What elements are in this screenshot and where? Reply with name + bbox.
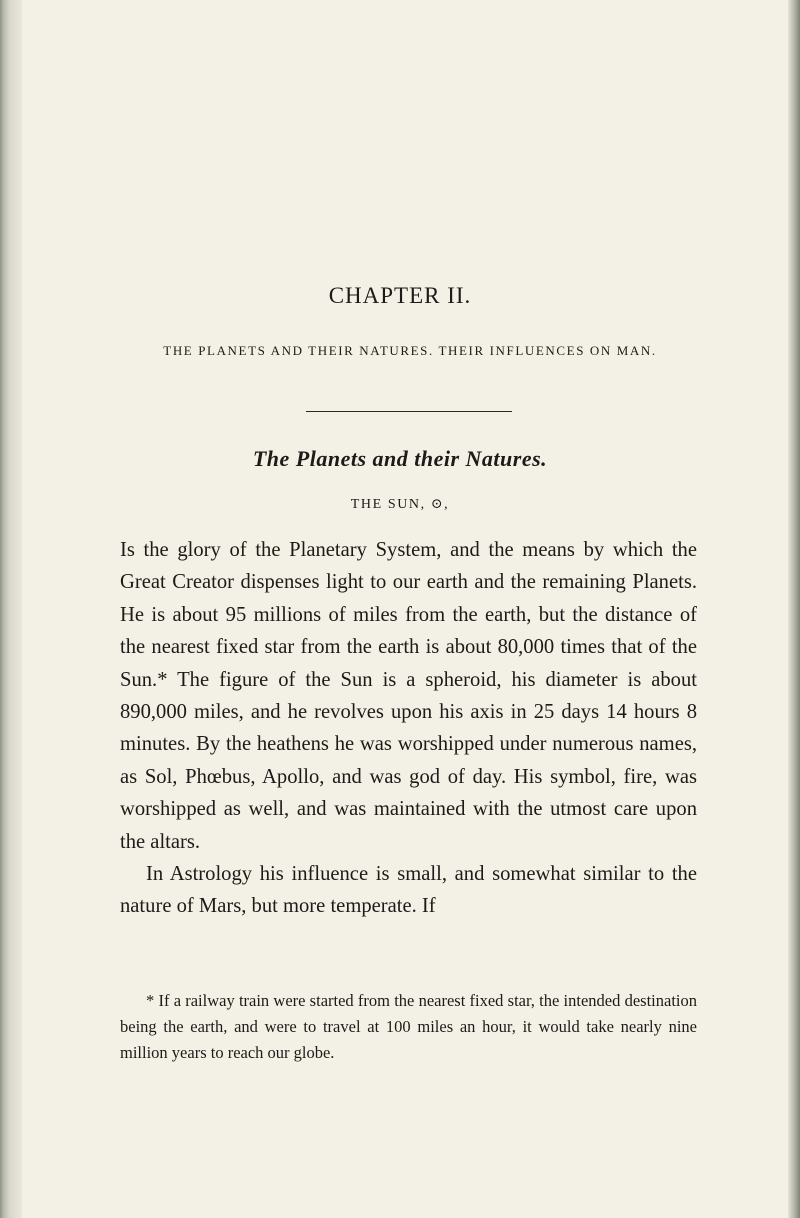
page-gutter-shadow	[0, 0, 22, 1218]
page-edge-shadow	[788, 0, 800, 1218]
sun-heading: THE SUN, ⊙,	[350, 497, 450, 512]
chapter-title: CHAPTER II.	[328, 283, 472, 308]
footnote	[120, 988, 697, 1066]
paragraph-sun: Is the glory of the Planetary System, and the means by which the Great Creator dispenses light to our earth and the remaining Planets. He is about 95 millions of miles from the earth, but the distance of the nearest fixed star from the earth is about 80,000 times that of the Sun.* The figure of the Sun is a spheroid, his diameter is about 890,000 miles, and he revolves upon his axis in 25 days 14 hours 8 minutes. By the heathens he was worshipped under numerous names, as Sol, Phœbus, Apollo, and was god of day. His symbol, fire, was worshipped as well, and was maintained with the utmost care upon the altars.	[120, 539, 697, 853]
paragraph-astrology: In Astrology his influence is small, and somewhat similar to the nature of Mars, but more temperate. If	[120, 863, 697, 918]
divider-rule	[306, 411, 512, 412]
chapter-subtitle: THE PLANETS AND THEIR NATURES. THEIR INFLUENCES ON MAN.	[163, 343, 657, 358]
footnote-text: * If a railway train were started from the nearest fixed star, the intended destination being the earth, and were to travel at 100 miles an hour, it would take nearly nine million years to reach our globe.	[120, 991, 697, 1062]
body-text	[120, 534, 697, 923]
section-heading: The Planets and their Natures.	[252, 446, 548, 471]
